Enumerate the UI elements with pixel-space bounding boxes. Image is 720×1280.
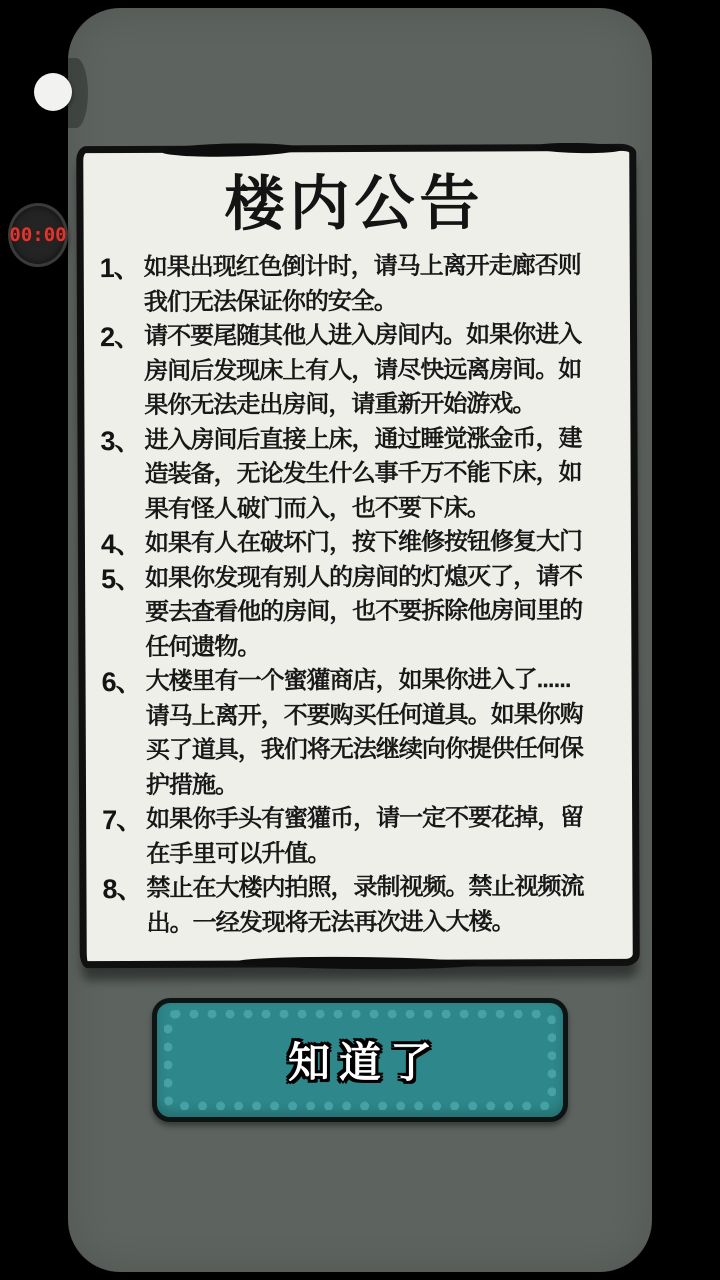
rule-number: 1、 <box>99 252 140 284</box>
notice-paper <box>76 144 640 968</box>
rule-item <box>101 525 589 562</box>
rule-text: 如果你发现有别人的房间的灯熄灭了，请不要去查看他的房间，也不要拆除他房间里的任何遗物。 <box>145 562 583 661</box>
rule-text: 如果有人在破坏门，按下维修按钮修复大门 <box>144 528 582 557</box>
rule-number: 7、 <box>102 804 143 836</box>
rule-item <box>100 249 588 320</box>
rules-list <box>94 249 619 941</box>
rule-text: 大楼里有一个蜜獾商店，如果你进入了......请马上离开，不要购买任何道具。如果你购买了道具，我们将无法继续向你提供任何保护措施。 <box>145 666 583 799</box>
countdown-timer: 00:00 <box>9 224 67 246</box>
rule-text: 禁止在大楼内拍照，录制视频。禁止视频流出。一经发现将无法再次进入大楼。 <box>146 873 584 937</box>
rule-number: 3、 <box>100 425 141 456</box>
rule-item <box>101 663 590 803</box>
rule-number: 4、 <box>100 528 142 560</box>
camera-dot-icon <box>34 73 72 111</box>
stopwatch-icon <box>8 203 68 267</box>
rule-text: 如果出现红色倒计时，请马上离开走廊否则我们无法保证你的安全。 <box>143 252 581 316</box>
rule-item <box>102 870 590 941</box>
rule-item <box>100 421 588 527</box>
rule-text: 请不要尾随其他人进入房间内。如果你进入房间后发现床上有人，请尽快远离房间。如果你无法走出房间，请重新开始游戏。 <box>143 321 582 419</box>
rule-number: 2、 <box>99 321 141 353</box>
rule-text: 进入房间后直接上床，通过睡觉涨金币，建造装备，无论发生什么事千万不能下床，如果有怪人破门而入，也不要下床。 <box>144 424 582 523</box>
confirm-button-label: 知道了 <box>287 1039 441 1086</box>
rule-number: 6、 <box>101 666 142 698</box>
rule-number: 8、 <box>102 873 143 905</box>
ink-blob <box>533 142 623 154</box>
rule-item <box>101 559 589 665</box>
rule-text: 如果你手头有蜜獾币，请一定不要花掉，留在手里可以升值。 <box>146 804 584 868</box>
rule-item <box>102 801 590 872</box>
rule-number: 5、 <box>101 563 142 594</box>
notice-title: 楼内公告 <box>224 169 485 238</box>
confirm-button[interactable] <box>152 998 568 1122</box>
rule-item <box>100 318 588 424</box>
